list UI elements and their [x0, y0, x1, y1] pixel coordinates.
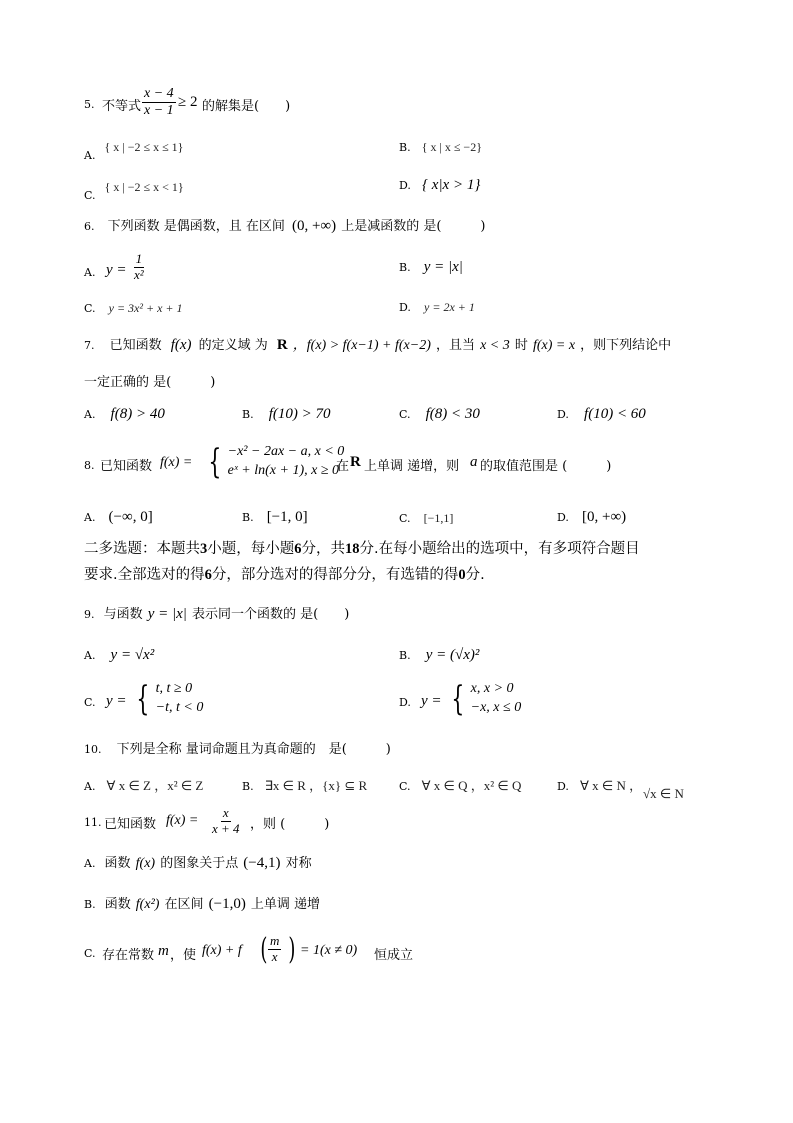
- question-stem: 与函数: [103, 607, 143, 622]
- piecewise-function: [447, 680, 521, 718]
- real-set: R: [350, 454, 361, 470]
- option-lhs: y =: [106, 693, 127, 709]
- option-label: B.: [399, 141, 411, 154]
- real-set: R: [276, 337, 288, 353]
- option-text: { x | x ≤ −2}: [421, 140, 482, 154]
- point: (−4,1): [243, 855, 281, 871]
- option-text: 函数: [104, 897, 131, 912]
- left-brace: {: [208, 441, 222, 482]
- fraction: [132, 252, 146, 283]
- question-number: 9.: [84, 608, 95, 621]
- fraction: [142, 86, 176, 119]
- option-label: C.: [399, 780, 411, 793]
- option-label: C.: [399, 408, 411, 421]
- option-text: { x | −2 ≤ x ≤ 1}: [104, 140, 184, 154]
- fraction-denominator: x: [271, 948, 278, 964]
- paren-close: ): [288, 932, 296, 967]
- option-b[interactable]: [242, 506, 308, 526]
- option-text: f(10) > 70: [268, 406, 331, 422]
- question-10: [84, 738, 391, 757]
- option-lhs: y =: [421, 693, 442, 709]
- question-number: 7.: [84, 339, 95, 352]
- option-label: C.: [84, 189, 96, 202]
- fraction: [268, 934, 281, 965]
- option-d[interactable]: [399, 174, 480, 194]
- question-9: [84, 603, 349, 623]
- question-stem: 的定义域 为: [198, 338, 268, 353]
- option-c[interactable]: [84, 176, 184, 202]
- function-name: f(x) =: [166, 813, 199, 828]
- option-label: A.: [84, 149, 96, 162]
- case-2: −x, x ≤ 0: [470, 699, 522, 715]
- option-a[interactable]: [84, 852, 312, 872]
- option-text: (−∞, 0]: [108, 509, 153, 525]
- option-label: C.: [84, 696, 96, 709]
- question-stem-end: 的取值范围是 ( ): [480, 459, 612, 474]
- option-lhs: y =: [106, 262, 127, 278]
- option-b[interactable]: [242, 403, 330, 423]
- option-text: 对称: [285, 856, 312, 871]
- option-text: 存在常数: [102, 948, 155, 963]
- option-a[interactable]: [84, 775, 203, 794]
- option-d[interactable]: [557, 506, 626, 526]
- option-a[interactable]: [84, 644, 154, 664]
- option-text: [0, +∞): [582, 509, 627, 525]
- option-label: B.: [84, 898, 96, 911]
- inequality: ，f(x) > f(x−1) + f(x−2): [292, 338, 431, 353]
- case-1: t, t ≥ 0: [155, 681, 193, 696]
- option-label: B.: [399, 649, 411, 662]
- option-d[interactable]: [557, 403, 646, 423]
- option-label: A.: [84, 408, 96, 421]
- interval: (0, +∞): [291, 218, 337, 234]
- parameter: a: [470, 454, 478, 470]
- option-label: A.: [84, 780, 96, 793]
- option-label: A.: [84, 649, 96, 662]
- left-brace: {: [136, 678, 150, 719]
- question-stem-end: ，则 ( ): [250, 817, 330, 832]
- option-label: B.: [242, 408, 254, 421]
- option-c[interactable]: [399, 403, 480, 423]
- fraction-denominator: x + 4: [212, 820, 240, 836]
- interval: (−1,0): [208, 896, 246, 912]
- option-label: D.: [557, 511, 569, 524]
- paren-open: (: [260, 932, 268, 967]
- option-label: A.: [84, 511, 96, 524]
- option-text: f(8) < 30: [425, 406, 480, 422]
- option-label: C.: [84, 947, 96, 960]
- function-name: f(x): [170, 337, 192, 353]
- function-name: f(x) =: [160, 455, 193, 470]
- cases: [228, 443, 345, 481]
- option-b[interactable]: [84, 893, 320, 913]
- option-c[interactable]: [84, 297, 183, 316]
- option-text: y = √x²: [110, 647, 155, 663]
- option-text: y = (√x)²: [425, 647, 480, 663]
- cases: [471, 680, 522, 718]
- expression: f(x) + f: [202, 943, 242, 958]
- piecewise-function: [204, 443, 344, 481]
- case-1: x, x > 0: [470, 681, 514, 696]
- option-b[interactable]: [399, 256, 463, 276]
- case-1: −x² − 2ax − a, x < 0: [227, 444, 345, 459]
- question-number: 10.: [84, 743, 102, 756]
- fraction-denominator: x − 1: [144, 103, 174, 119]
- option-text: f(8) > 40: [110, 406, 165, 422]
- fraction: [210, 806, 242, 837]
- option-text: { x|x > 1}: [422, 177, 481, 193]
- option-text: [−1, 0]: [266, 509, 308, 525]
- question-stem-end: 表示同一个函数的 是( ): [191, 607, 350, 622]
- equation: f(x) = x: [532, 338, 576, 353]
- option-text: { x | −2 ≤ x < 1}: [104, 180, 184, 194]
- fraction-numerator: 1: [135, 251, 143, 266]
- option-text: [−1,1]: [423, 511, 454, 525]
- option-b[interactable]: [399, 644, 479, 664]
- option-label: C.: [399, 512, 411, 525]
- option-label: D.: [399, 696, 411, 709]
- option-label: D.: [557, 780, 569, 793]
- option-label: B.: [242, 780, 254, 793]
- section-line-2: 要求.全部选对的得6分，部分选对的得部分分，有选错的得0分.: [84, 567, 485, 583]
- cases: [156, 680, 204, 718]
- question-7-line2: 一定正确的 是( ): [84, 375, 216, 390]
- section-line-1: 二多选题：本题共3小题，每小题6分，共18分.在每小题给出的选项中，有多项符合题目: [84, 541, 640, 557]
- option-d[interactable]: [399, 296, 475, 315]
- option-text-cont: √x ∈ N: [643, 786, 684, 801]
- inequality-rhs: ≥ 2: [178, 94, 198, 110]
- constant: m: [158, 943, 169, 959]
- question-number: 8.: [84, 459, 95, 472]
- condition: x < 3: [480, 338, 510, 353]
- question-stem: 下列函数 是偶函数，且 在区间: [107, 219, 285, 234]
- equation: = 1(x ≠ 0): [300, 943, 358, 958]
- question-stem: 已知函数: [104, 817, 157, 832]
- option-text: 上单调 递增: [250, 897, 321, 912]
- fraction-denominator: x²: [134, 266, 144, 282]
- option-text: y = |x|: [423, 259, 463, 275]
- option-a[interactable]: [84, 136, 184, 162]
- option-label: D.: [557, 408, 569, 421]
- function: f(x²): [135, 897, 160, 912]
- question-number: 5.: [84, 98, 95, 111]
- question-number: 11.: [84, 816, 102, 829]
- option-text: ∀ x ∈ Q ，x² ∈ Q: [421, 778, 522, 793]
- question-stem: 已知函数: [100, 459, 153, 474]
- case-2: −t, t < 0: [155, 699, 204, 715]
- question-stem: 已知函数: [109, 338, 162, 353]
- function: f(x): [135, 856, 156, 871]
- option-b[interactable]: [242, 775, 367, 794]
- option-text: 函数: [104, 856, 131, 871]
- fraction-numerator: m: [270, 933, 280, 948]
- left-brace: {: [451, 678, 465, 719]
- option-a[interactable]: [84, 506, 153, 526]
- option-label: A.: [84, 857, 96, 870]
- question-stem-end: ，则下列结论中: [580, 338, 672, 353]
- option-text: 在区间: [164, 897, 204, 912]
- question-stem-end: 的解集是( ): [202, 99, 291, 114]
- case-2: eˣ + ln(x + 1), x ≥ 0: [227, 462, 340, 478]
- option-text: ∀ x ∈ Z ，x² ∈ Z: [106, 778, 204, 793]
- question-6: [84, 215, 485, 235]
- option-text: ∃x ∈ R ，{x} ⊆ R: [264, 778, 368, 793]
- function: y = |x|: [147, 606, 187, 622]
- question-stem: 上单调 递增，则: [364, 459, 460, 474]
- option-text: ，使: [170, 948, 197, 963]
- fraction-numerator: x: [222, 805, 229, 820]
- question-stem-end: 上是减函数的 是( ): [341, 219, 486, 234]
- option-label: B.: [399, 261, 411, 274]
- question-stem: 不等式: [102, 99, 142, 114]
- section-heading: [84, 536, 640, 588]
- option-d[interactable]: [557, 775, 684, 803]
- option-text: 恒成立: [374, 948, 414, 963]
- option-text: y = 3x² + x + 1: [108, 301, 183, 315]
- option-text: y = 2x + 1: [424, 300, 475, 314]
- option-c[interactable]: [399, 507, 453, 526]
- piecewise-function: [132, 680, 203, 718]
- question-number: 6.: [84, 220, 95, 233]
- option-a[interactable]: [84, 403, 165, 423]
- question-stem: 在: [336, 459, 350, 474]
- option-c[interactable]: [399, 775, 521, 794]
- question-7: [84, 334, 671, 354]
- option-label: D.: [399, 179, 411, 192]
- question-stem: 时: [514, 338, 528, 353]
- option-label: B.: [242, 511, 254, 524]
- option-label: C.: [84, 302, 96, 315]
- option-label: A.: [84, 266, 96, 279]
- question-stem: 下列是全称 量词命题且为真命题的 是( ): [116, 742, 391, 757]
- option-text: 的图象关于点: [160, 856, 239, 871]
- option-text: ∀ x ∈ N ，: [580, 778, 643, 793]
- option-label: D.: [399, 301, 411, 314]
- option-text: f(10) < 60: [584, 406, 646, 422]
- fraction-numerator: x − 4: [142, 86, 176, 103]
- question-stem: ，且当: [435, 338, 475, 353]
- option-b[interactable]: [399, 136, 482, 155]
